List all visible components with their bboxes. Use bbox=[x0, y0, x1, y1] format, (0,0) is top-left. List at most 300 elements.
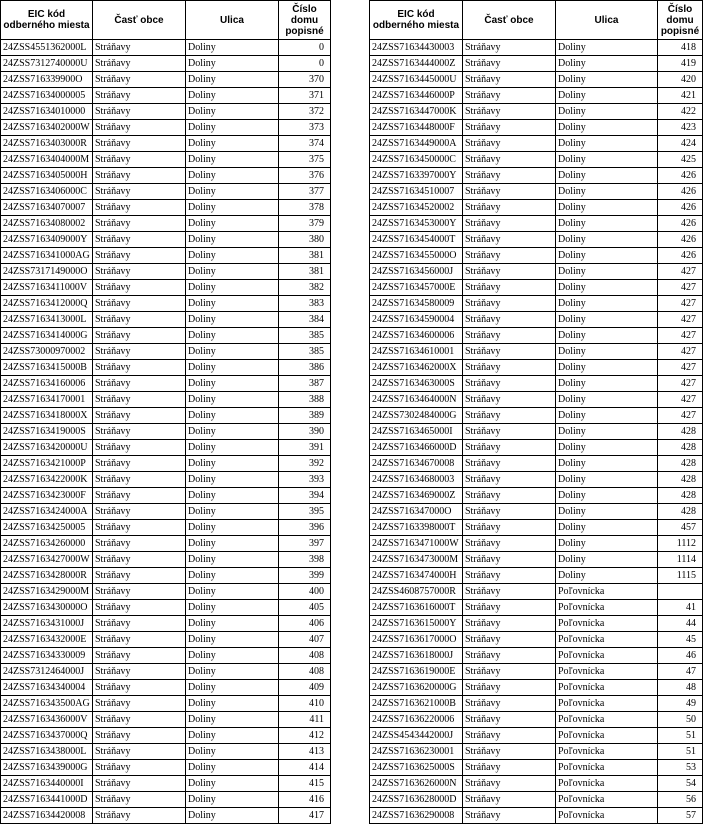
table-row bbox=[370, 392, 703, 408]
table-row bbox=[1, 216, 331, 232]
number-cell: 379 bbox=[279, 216, 331, 232]
street-cell: Doliny bbox=[186, 296, 279, 312]
street-cell: Poľovnícka bbox=[556, 792, 658, 808]
table-row bbox=[370, 472, 703, 488]
part-cell: Stráňavy bbox=[93, 680, 186, 696]
number-cell: 385 bbox=[279, 344, 331, 360]
street-cell: Doliny bbox=[186, 72, 279, 88]
number-cell: 426 bbox=[658, 184, 703, 200]
eic-cell: 24ZSS7163438000L bbox=[1, 744, 93, 760]
street-cell: Doliny bbox=[186, 312, 279, 328]
eic-cell: 24ZSS7163404000M bbox=[1, 152, 93, 168]
eic-cell: 24ZSS7163415000B bbox=[1, 360, 93, 376]
eic-cell: 24ZSS71634080002 bbox=[1, 216, 93, 232]
table-row bbox=[1, 280, 331, 296]
street-cell: Doliny bbox=[556, 72, 658, 88]
number-cell: 419 bbox=[658, 56, 703, 72]
number-cell: 428 bbox=[658, 456, 703, 472]
table-row bbox=[370, 520, 703, 536]
number-cell: 381 bbox=[279, 264, 331, 280]
eic-cell: 24ZSS7163430000O bbox=[1, 600, 93, 616]
number-cell: 415 bbox=[279, 776, 331, 792]
table-row bbox=[370, 456, 703, 472]
eic-cell: 24ZSS71634670008 bbox=[370, 456, 463, 472]
table-row bbox=[370, 376, 703, 392]
part-cell: Stráňavy bbox=[463, 296, 556, 312]
street-cell: Doliny bbox=[556, 184, 658, 200]
number-cell: 408 bbox=[279, 664, 331, 680]
part-cell: Stráňavy bbox=[93, 792, 186, 808]
table-row bbox=[370, 760, 703, 776]
street-cell: Poľovnícka bbox=[556, 616, 658, 632]
table-row bbox=[1, 760, 331, 776]
number-cell: 427 bbox=[658, 312, 703, 328]
number-cell: 384 bbox=[279, 312, 331, 328]
table-row bbox=[1, 632, 331, 648]
part-cell: Stráňavy bbox=[463, 632, 556, 648]
table-row bbox=[1, 792, 331, 808]
number-cell: 428 bbox=[658, 440, 703, 456]
header-part: Časť obce bbox=[93, 1, 186, 40]
part-cell: Stráňavy bbox=[463, 648, 556, 664]
eic-cell: 24ZSS7163437000Q bbox=[1, 728, 93, 744]
eic-cell: 24ZSS71634000005 bbox=[1, 88, 93, 104]
street-cell: Doliny bbox=[556, 296, 658, 312]
eic-cell: 24ZSS7163432000E bbox=[1, 632, 93, 648]
street-cell: Poľovnícka bbox=[556, 696, 658, 712]
eic-cell: 24ZSS7163431000J bbox=[1, 616, 93, 632]
number-cell: 427 bbox=[658, 344, 703, 360]
part-cell: Stráňavy bbox=[93, 760, 186, 776]
part-cell: Stráňavy bbox=[93, 232, 186, 248]
eic-cell: 24ZSS7163620000G bbox=[370, 680, 463, 696]
table-row bbox=[370, 440, 703, 456]
header-part: Časť obce bbox=[463, 1, 556, 40]
number-cell: 428 bbox=[658, 488, 703, 504]
street-cell: Poľovnícka bbox=[556, 744, 658, 760]
part-cell: Stráňavy bbox=[463, 264, 556, 280]
street-cell: Doliny bbox=[186, 520, 279, 536]
part-cell: Stráňavy bbox=[463, 760, 556, 776]
number-cell: 417 bbox=[279, 808, 331, 824]
number-cell: 390 bbox=[279, 424, 331, 440]
eic-cell: 24ZSS716343500AG bbox=[1, 696, 93, 712]
number-cell: 1112 bbox=[658, 536, 703, 552]
eic-cell: 24ZSS71634170001 bbox=[1, 392, 93, 408]
table-row bbox=[1, 136, 331, 152]
table-row bbox=[370, 328, 703, 344]
table-row bbox=[370, 680, 703, 696]
part-cell: Stráňavy bbox=[463, 216, 556, 232]
eic-cell: 24ZSS71634580009 bbox=[370, 296, 463, 312]
number-cell: 427 bbox=[658, 280, 703, 296]
street-cell: Doliny bbox=[556, 440, 658, 456]
number-cell: 427 bbox=[658, 264, 703, 280]
street-cell: Doliny bbox=[556, 488, 658, 504]
table-row bbox=[370, 88, 703, 104]
eic-cell: 24ZSS71634260000 bbox=[1, 536, 93, 552]
part-cell: Stráňavy bbox=[93, 88, 186, 104]
street-cell: Doliny bbox=[556, 152, 658, 168]
header-row bbox=[370, 1, 703, 40]
part-cell: Stráňavy bbox=[463, 520, 556, 536]
part-cell: Stráňavy bbox=[93, 56, 186, 72]
number-cell: 1115 bbox=[658, 568, 703, 584]
eic-cell: 24ZSS7163625000S bbox=[370, 760, 463, 776]
eic-cell: 24ZSS7163409000Y bbox=[1, 232, 93, 248]
table-row bbox=[1, 744, 331, 760]
header-street: Ulica bbox=[186, 1, 279, 40]
number-cell: 0 bbox=[279, 40, 331, 56]
part-cell: Stráňavy bbox=[93, 40, 186, 56]
number-cell: 391 bbox=[279, 440, 331, 456]
street-cell: Doliny bbox=[186, 328, 279, 344]
number-cell: 427 bbox=[658, 376, 703, 392]
table-row bbox=[370, 120, 703, 136]
number-cell: 53 bbox=[658, 760, 703, 776]
part-cell: Stráňavy bbox=[93, 632, 186, 648]
street-cell: Doliny bbox=[556, 104, 658, 120]
eic-cell: 24ZSS716347000O bbox=[370, 504, 463, 520]
number-cell: 411 bbox=[279, 712, 331, 728]
table-row bbox=[370, 776, 703, 792]
number-cell: 393 bbox=[279, 472, 331, 488]
part-cell: Stráňavy bbox=[463, 568, 556, 584]
part-cell: Stráňavy bbox=[93, 616, 186, 632]
eic-cell: 24ZSS7317149000O bbox=[1, 264, 93, 280]
part-cell: Stráňavy bbox=[93, 72, 186, 88]
eic-cell: 24ZSS7163456000J bbox=[370, 264, 463, 280]
table-row bbox=[1, 712, 331, 728]
table-row bbox=[370, 488, 703, 504]
part-cell: Stráňavy bbox=[93, 248, 186, 264]
number-cell: 426 bbox=[658, 232, 703, 248]
part-cell: Stráňavy bbox=[93, 536, 186, 552]
eic-cell: 24ZSS7312740000U bbox=[1, 56, 93, 72]
part-cell: Stráňavy bbox=[463, 328, 556, 344]
table-row bbox=[1, 152, 331, 168]
part-cell: Stráňavy bbox=[463, 440, 556, 456]
eic-cell: 24ZSS7163402000W bbox=[1, 120, 93, 136]
part-cell: Stráňavy bbox=[463, 232, 556, 248]
part-cell: Stráňavy bbox=[93, 472, 186, 488]
eic-cell: 24ZSS7163450000C bbox=[370, 152, 463, 168]
street-cell: Poľovnícka bbox=[556, 584, 658, 600]
part-cell: Stráňavy bbox=[93, 696, 186, 712]
header-eic: EIC kód odberného miesta bbox=[370, 1, 463, 40]
part-cell: Stráňavy bbox=[93, 360, 186, 376]
table-row bbox=[1, 376, 331, 392]
part-cell: Stráňavy bbox=[463, 488, 556, 504]
part-cell: Stráňavy bbox=[463, 472, 556, 488]
street-cell: Doliny bbox=[556, 232, 658, 248]
table-row bbox=[1, 104, 331, 120]
number-cell: 375 bbox=[279, 152, 331, 168]
eic-cell: 24ZSS71634520002 bbox=[370, 200, 463, 216]
right-table-body bbox=[370, 40, 703, 824]
part-cell: Stráňavy bbox=[463, 280, 556, 296]
part-cell: Stráňavy bbox=[463, 408, 556, 424]
eic-cell: 24ZSS7163462000X bbox=[370, 360, 463, 376]
eic-cell: 24ZSS7312464000J bbox=[1, 664, 93, 680]
table-row bbox=[1, 168, 331, 184]
part-cell: Stráňavy bbox=[463, 120, 556, 136]
street-cell: Doliny bbox=[186, 88, 279, 104]
street-cell: Poľovnícka bbox=[556, 664, 658, 680]
number-cell: 413 bbox=[279, 744, 331, 760]
street-cell: Doliny bbox=[186, 648, 279, 664]
number-cell: 409 bbox=[279, 680, 331, 696]
street-cell: Doliny bbox=[186, 808, 279, 824]
eic-cell: 24ZSS71636290008 bbox=[370, 808, 463, 824]
table-row bbox=[1, 40, 331, 56]
table-row bbox=[370, 136, 703, 152]
number-cell: 45 bbox=[658, 632, 703, 648]
part-cell: Stráňavy bbox=[93, 584, 186, 600]
street-cell: Doliny bbox=[556, 568, 658, 584]
eic-cell: 24ZSS7163617000O bbox=[370, 632, 463, 648]
table-row bbox=[370, 296, 703, 312]
eic-cell: 24ZSS7163464000N bbox=[370, 392, 463, 408]
table-row bbox=[1, 72, 331, 88]
part-cell: Stráňavy bbox=[463, 56, 556, 72]
eic-cell: 24ZSS7163453000Y bbox=[370, 216, 463, 232]
eic-cell: 24ZSS7163621000B bbox=[370, 696, 463, 712]
eic-cell: 24ZSS71634010000 bbox=[1, 104, 93, 120]
eic-cell: 24ZSS7163429000M bbox=[1, 584, 93, 600]
table-row bbox=[1, 600, 331, 616]
part-cell: Stráňavy bbox=[93, 600, 186, 616]
street-cell: Doliny bbox=[556, 376, 658, 392]
part-cell: Stráňavy bbox=[93, 168, 186, 184]
left-table-body bbox=[1, 40, 331, 824]
street-cell: Doliny bbox=[186, 232, 279, 248]
number-cell: 377 bbox=[279, 184, 331, 200]
table-row bbox=[370, 216, 703, 232]
table-row bbox=[370, 600, 703, 616]
eic-cell: 24ZSS7163466000D bbox=[370, 440, 463, 456]
table-row bbox=[1, 184, 331, 200]
table-row bbox=[370, 168, 703, 184]
street-cell: Doliny bbox=[556, 456, 658, 472]
number-cell: 387 bbox=[279, 376, 331, 392]
number-cell: 418 bbox=[658, 40, 703, 56]
number-cell: 386 bbox=[279, 360, 331, 376]
part-cell: Stráňavy bbox=[93, 728, 186, 744]
number-cell: 427 bbox=[658, 328, 703, 344]
eic-cell: 24ZSS7163473000M bbox=[370, 552, 463, 568]
table-row bbox=[370, 200, 703, 216]
eic-cell: 24ZSS71634590004 bbox=[370, 312, 463, 328]
table-row bbox=[370, 248, 703, 264]
street-cell: Doliny bbox=[186, 136, 279, 152]
eic-cell: 24ZSS71634340004 bbox=[1, 680, 93, 696]
number-cell: 394 bbox=[279, 488, 331, 504]
number-cell: 428 bbox=[658, 504, 703, 520]
number-cell: 423 bbox=[658, 120, 703, 136]
part-cell: Stráňavy bbox=[93, 264, 186, 280]
street-cell: Doliny bbox=[556, 56, 658, 72]
street-cell: Doliny bbox=[556, 312, 658, 328]
eic-cell: 24ZSS7163447000K bbox=[370, 104, 463, 120]
table-row bbox=[1, 584, 331, 600]
street-cell: Poľovnícka bbox=[556, 808, 658, 824]
table-row bbox=[1, 296, 331, 312]
table-row bbox=[1, 472, 331, 488]
street-cell: Poľovnícka bbox=[556, 600, 658, 616]
table-row bbox=[370, 744, 703, 760]
table-row bbox=[370, 632, 703, 648]
street-cell: Doliny bbox=[186, 216, 279, 232]
street-cell: Doliny bbox=[186, 776, 279, 792]
number-cell: 380 bbox=[279, 232, 331, 248]
number-cell: 396 bbox=[279, 520, 331, 536]
number-cell: 51 bbox=[658, 728, 703, 744]
part-cell: Stráňavy bbox=[463, 616, 556, 632]
table-row bbox=[1, 232, 331, 248]
street-cell: Doliny bbox=[186, 680, 279, 696]
part-cell: Stráňavy bbox=[463, 504, 556, 520]
table-row bbox=[1, 456, 331, 472]
table-row bbox=[370, 648, 703, 664]
part-cell: Stráňavy bbox=[463, 248, 556, 264]
table-row bbox=[1, 328, 331, 344]
eic-cell: 24ZSS71634600006 bbox=[370, 328, 463, 344]
number-cell: 414 bbox=[279, 760, 331, 776]
number-cell: 397 bbox=[279, 536, 331, 552]
eic-cell: 24ZSS71634070007 bbox=[1, 200, 93, 216]
eic-cell: 24ZSS71634420008 bbox=[1, 808, 93, 824]
number-cell: 427 bbox=[658, 392, 703, 408]
eic-cell: 24ZSS7163616000T bbox=[370, 600, 463, 616]
table-row bbox=[1, 520, 331, 536]
part-cell: Stráňavy bbox=[93, 424, 186, 440]
part-cell: Stráňavy bbox=[93, 104, 186, 120]
eic-cell: 24ZSS7163469000Z bbox=[370, 488, 463, 504]
street-cell: Doliny bbox=[186, 392, 279, 408]
table-row bbox=[370, 424, 703, 440]
eic-cell: 24ZSS7163412000Q bbox=[1, 296, 93, 312]
eic-cell: 24ZSS7163439000G bbox=[1, 760, 93, 776]
eic-cell: 24ZSS7163471000W bbox=[370, 536, 463, 552]
part-cell: Stráňavy bbox=[463, 312, 556, 328]
number-cell: 412 bbox=[279, 728, 331, 744]
street-cell: Doliny bbox=[186, 696, 279, 712]
number-cell: 388 bbox=[279, 392, 331, 408]
table-row bbox=[1, 728, 331, 744]
street-cell: Doliny bbox=[186, 280, 279, 296]
number-cell: 426 bbox=[658, 200, 703, 216]
right-table bbox=[369, 0, 703, 824]
street-cell: Doliny bbox=[186, 424, 279, 440]
street-cell: Doliny bbox=[556, 344, 658, 360]
street-cell: Doliny bbox=[186, 552, 279, 568]
street-cell: Doliny bbox=[186, 456, 279, 472]
part-cell: Stráňavy bbox=[93, 408, 186, 424]
eic-cell: 24ZSS7163419000S bbox=[1, 424, 93, 440]
street-cell: Doliny bbox=[186, 616, 279, 632]
number-cell: 47 bbox=[658, 664, 703, 680]
header-row bbox=[1, 1, 331, 40]
table-row bbox=[370, 104, 703, 120]
table-row bbox=[370, 568, 703, 584]
number-cell: 51 bbox=[658, 744, 703, 760]
eic-cell: 24ZSS7163444000Z bbox=[370, 56, 463, 72]
eic-cell: 24ZSS7163449000A bbox=[370, 136, 463, 152]
number-cell: 372 bbox=[279, 104, 331, 120]
table-row bbox=[1, 408, 331, 424]
number-cell: 421 bbox=[658, 88, 703, 104]
table-row bbox=[1, 200, 331, 216]
table-row bbox=[1, 264, 331, 280]
street-cell: Doliny bbox=[186, 184, 279, 200]
number-cell: 398 bbox=[279, 552, 331, 568]
number-cell: 428 bbox=[658, 472, 703, 488]
number-cell: 426 bbox=[658, 168, 703, 184]
eic-cell: 24ZSS7163418000X bbox=[1, 408, 93, 424]
part-cell: Stráňavy bbox=[93, 552, 186, 568]
street-cell: Doliny bbox=[556, 424, 658, 440]
street-cell: Doliny bbox=[186, 440, 279, 456]
street-cell: Doliny bbox=[556, 520, 658, 536]
number-cell: 426 bbox=[658, 248, 703, 264]
street-cell: Doliny bbox=[556, 264, 658, 280]
number-cell: 381 bbox=[279, 248, 331, 264]
street-cell: Doliny bbox=[186, 568, 279, 584]
table-row bbox=[370, 152, 703, 168]
part-cell: Stráňavy bbox=[93, 328, 186, 344]
street-cell: Doliny bbox=[186, 792, 279, 808]
eic-cell: 24ZSS7163423000F bbox=[1, 488, 93, 504]
eic-cell: 24ZSS71634430003 bbox=[370, 40, 463, 56]
street-cell: Doliny bbox=[556, 536, 658, 552]
table-row bbox=[1, 568, 331, 584]
street-cell: Poľovnícka bbox=[556, 760, 658, 776]
part-cell: Stráňavy bbox=[463, 456, 556, 472]
street-cell: Doliny bbox=[556, 248, 658, 264]
eic-cell: 24ZSS7163463000S bbox=[370, 376, 463, 392]
eic-cell: 24ZSS7163465000I bbox=[370, 424, 463, 440]
eic-cell: 24ZSS71634680003 bbox=[370, 472, 463, 488]
street-cell: Doliny bbox=[556, 328, 658, 344]
part-cell: Stráňavy bbox=[463, 584, 556, 600]
street-cell: Doliny bbox=[556, 360, 658, 376]
table-row bbox=[370, 584, 703, 600]
number-cell: 405 bbox=[279, 600, 331, 616]
street-cell: Poľovnícka bbox=[556, 728, 658, 744]
eic-cell: 24ZSS71634610001 bbox=[370, 344, 463, 360]
part-cell: Stráňavy bbox=[463, 792, 556, 808]
eic-cell: 24ZSS716341000AG bbox=[1, 248, 93, 264]
eic-cell: 24ZSS7163427000W bbox=[1, 552, 93, 568]
street-cell: Doliny bbox=[186, 152, 279, 168]
eic-cell: 24ZSS4608757000R bbox=[370, 584, 463, 600]
part-cell: Stráňavy bbox=[463, 360, 556, 376]
table-row bbox=[1, 488, 331, 504]
street-cell: Doliny bbox=[556, 280, 658, 296]
part-cell: Stráňavy bbox=[93, 808, 186, 824]
eic-cell: 24ZSS71636220006 bbox=[370, 712, 463, 728]
street-cell: Doliny bbox=[186, 760, 279, 776]
part-cell: Stráňavy bbox=[463, 552, 556, 568]
street-cell: Doliny bbox=[556, 216, 658, 232]
street-cell: Doliny bbox=[186, 104, 279, 120]
number-cell: 371 bbox=[279, 88, 331, 104]
table-row bbox=[370, 40, 703, 56]
street-cell: Doliny bbox=[186, 712, 279, 728]
part-cell: Stráňavy bbox=[463, 712, 556, 728]
number-cell: 44 bbox=[658, 616, 703, 632]
